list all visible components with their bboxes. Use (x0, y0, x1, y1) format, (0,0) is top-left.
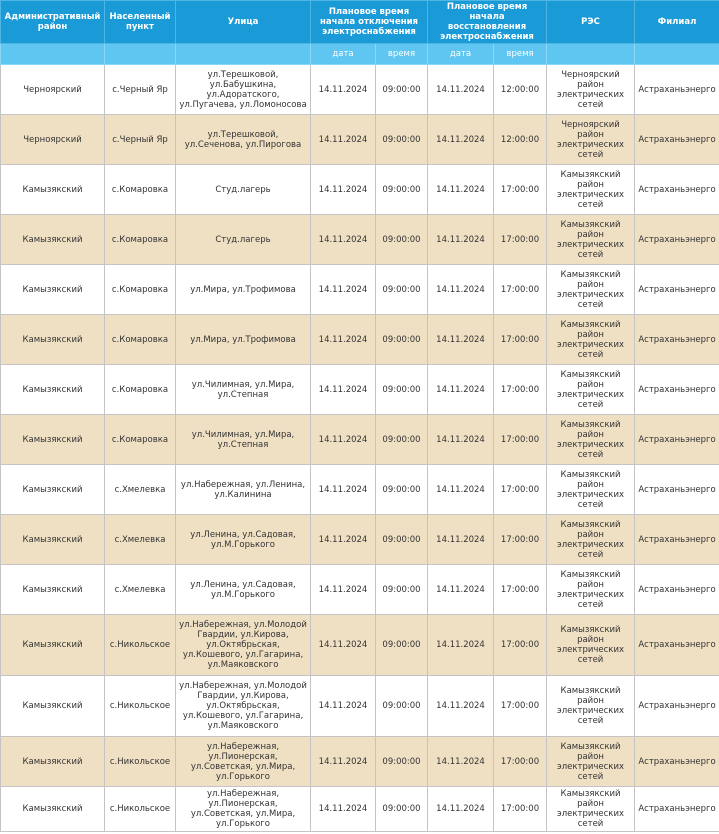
cell-restore-date: 14.11.2024 (428, 565, 494, 615)
cell-start-date: 14.11.2024 (311, 165, 376, 215)
cell-street: ул.Чилимная, ул.Мира, ул.Степная (176, 365, 311, 415)
cell-branch: Астраханьэнерго (635, 465, 719, 515)
cell-branch: Астраханьэнерго (635, 515, 719, 565)
cell-restore-time: 17:00:00 (494, 315, 547, 365)
cell-restore-date: 14.11.2024 (428, 465, 494, 515)
cell-branch: Астраханьэнерго (635, 415, 719, 465)
cell-restore-date: 14.11.2024 (428, 65, 494, 115)
cell-res: Камызякский район электрических сетей (547, 315, 635, 365)
cell-res: Камызякский район электрических сетей (547, 787, 635, 832)
cell-street: ул.Набережная, ул.Пионерская, ул.Советская, ул.Мира, ул.Горького (176, 737, 311, 787)
cell-restore-date: 14.11.2024 (428, 265, 494, 315)
cell-start-date: 14.11.2024 (311, 615, 376, 676)
cell-start-date: 14.11.2024 (311, 737, 376, 787)
cell-restore-date: 14.11.2024 (428, 515, 494, 565)
table-row (1, 315, 719, 365)
cell-start-date: 14.11.2024 (311, 65, 376, 115)
cell-locality: с.Никольское (105, 676, 176, 737)
table-row (1, 65, 719, 115)
cell-district: Камызякский (1, 315, 105, 365)
cell-street: Студ.лагерь (176, 215, 311, 265)
cell-restore-date: 14.11.2024 (428, 737, 494, 787)
cell-start-time: 09:00:00 (376, 565, 428, 615)
cell-restore-date: 14.11.2024 (428, 415, 494, 465)
subheader-start-date: дата (311, 44, 376, 65)
cell-district: Камызякский (1, 565, 105, 615)
cell-street: ул.Мира, ул.Трофимова (176, 315, 311, 365)
header-start: Плановое время начала отключения электроснабжения (311, 1, 428, 44)
cell-district: Камызякский (1, 165, 105, 215)
table-row (1, 115, 719, 165)
cell-start-date: 14.11.2024 (311, 676, 376, 737)
cell-district: Камызякский (1, 415, 105, 465)
cell-start-time: 09:00:00 (376, 365, 428, 415)
cell-restore-time: 17:00:00 (494, 265, 547, 315)
cell-street: ул.Ленина, ул.Садовая, ул.М.Горького (176, 515, 311, 565)
cell-locality: с.Комаровка (105, 265, 176, 315)
cell-restore-date: 14.11.2024 (428, 165, 494, 215)
cell-branch: Астраханьэнерго (635, 265, 719, 315)
header-res: РЭС (547, 1, 635, 44)
cell-restore-time: 17:00:00 (494, 676, 547, 737)
cell-start-date: 14.11.2024 (311, 787, 376, 832)
cell-res: Камызякский район электрических сетей (547, 165, 635, 215)
subheader-empty (547, 44, 635, 65)
cell-locality: с.Никольское (105, 787, 176, 832)
cell-locality: с.Комаровка (105, 315, 176, 365)
cell-street: ул.Терешковой, ул.Сеченова, ул.Пирогова (176, 115, 311, 165)
cell-branch: Астраханьэнерго (635, 315, 719, 365)
cell-res: Камызякский район электрических сетей (547, 265, 635, 315)
cell-start-date: 14.11.2024 (311, 515, 376, 565)
cell-branch: Астраханьэнерго (635, 565, 719, 615)
subheader-restore-time: время (494, 44, 547, 65)
cell-restore-date: 14.11.2024 (428, 676, 494, 737)
cell-res: Камызякский район электрических сетей (547, 215, 635, 265)
cell-restore-time: 12:00:00 (494, 65, 547, 115)
cell-street: ул.Набережная, ул.Молодой Гвардии, ул.Кирова, ул.Октябрьская, ул.Кошевого, ул.Гагарина, ул.Маяковского (176, 676, 311, 737)
table-row (1, 465, 719, 515)
cell-restore-date: 14.11.2024 (428, 315, 494, 365)
cell-district: Камызякский (1, 515, 105, 565)
table-row (1, 215, 719, 265)
header-street: Улица (176, 1, 311, 44)
cell-street: ул.Набережная, ул.Пионерская, ул.Советская, ул.Мира, ул.Горького (176, 787, 311, 832)
cell-start-date: 14.11.2024 (311, 115, 376, 165)
table-row (1, 265, 719, 315)
cell-start-date: 14.11.2024 (311, 365, 376, 415)
cell-restore-time: 17:00:00 (494, 465, 547, 515)
cell-res: Камызякский район электрических сетей (547, 465, 635, 515)
table-row (1, 676, 719, 737)
cell-street: Студ.лагерь (176, 165, 311, 215)
cell-restore-time: 17:00:00 (494, 215, 547, 265)
cell-street: ул.Терешковой, ул.Бабушкина, ул.Адоратского, ул.Пугачева, ул.Ломоносова (176, 65, 311, 115)
cell-start-time: 09:00:00 (376, 615, 428, 676)
cell-branch: Астраханьэнерго (635, 215, 719, 265)
cell-start-time: 09:00:00 (376, 415, 428, 465)
table-row (1, 737, 719, 787)
cell-branch: Астраханьэнерго (635, 165, 719, 215)
cell-branch: Астраханьэнерго (635, 615, 719, 676)
subheader-empty (176, 44, 311, 65)
cell-start-date: 14.11.2024 (311, 465, 376, 515)
table-row (1, 515, 719, 565)
cell-start-time: 09:00:00 (376, 787, 428, 832)
cell-locality: с.Комаровка (105, 215, 176, 265)
table-row (1, 787, 719, 832)
cell-res: Камызякский район электрических сетей (547, 615, 635, 676)
cell-locality: с.Никольское (105, 737, 176, 787)
cell-start-time: 09:00:00 (376, 465, 428, 515)
table-row (1, 415, 719, 465)
cell-district: Камызякский (1, 787, 105, 832)
cell-branch: Астраханьэнерго (635, 676, 719, 737)
cell-start-date: 14.11.2024 (311, 215, 376, 265)
cell-locality: с.Черный Яр (105, 115, 176, 165)
cell-res: Камызякский район электрических сетей (547, 415, 635, 465)
table-header (1, 1, 719, 65)
cell-restore-date: 14.11.2024 (428, 787, 494, 832)
header-district: Административный район (1, 1, 105, 44)
cell-res: Камызякский район электрических сетей (547, 515, 635, 565)
cell-locality: с.Комаровка (105, 415, 176, 465)
cell-start-time: 09:00:00 (376, 737, 428, 787)
cell-res: Черноярский район электрических сетей (547, 65, 635, 115)
table-row (1, 565, 719, 615)
cell-street: ул.Мира, ул.Трофимова (176, 265, 311, 315)
cell-restore-time: 17:00:00 (494, 615, 547, 676)
cell-res: Камызякский район электрических сетей (547, 565, 635, 615)
cell-district: Черноярский (1, 115, 105, 165)
subheader-empty (1, 44, 105, 65)
subheader-empty (635, 44, 719, 65)
cell-start-time: 09:00:00 (376, 515, 428, 565)
cell-street: ул.Набережная, ул.Молодой Гвардии, ул.Кирова, ул.Октябрьская, ул.Кошевого, ул.Гагарина, ул.Маяковского (176, 615, 311, 676)
cell-start-time: 09:00:00 (376, 676, 428, 737)
table-row (1, 615, 719, 676)
table-row (1, 165, 719, 215)
cell-start-date: 14.11.2024 (311, 315, 376, 365)
cell-start-date: 14.11.2024 (311, 415, 376, 465)
cell-start-date: 14.11.2024 (311, 565, 376, 615)
cell-res: Камызякский район электрических сетей (547, 365, 635, 415)
cell-restore-time: 17:00:00 (494, 737, 547, 787)
cell-district: Камызякский (1, 615, 105, 676)
cell-locality: с.Никольское (105, 615, 176, 676)
cell-locality: с.Хмелевка (105, 465, 176, 515)
cell-street: ул.Набережная, ул.Ленина, ул.Калинина (176, 465, 311, 515)
cell-start-time: 09:00:00 (376, 165, 428, 215)
cell-restore-time: 17:00:00 (494, 165, 547, 215)
cell-res: Черноярский район электрических сетей (547, 115, 635, 165)
cell-branch: Астраханьэнерго (635, 737, 719, 787)
cell-restore-time: 17:00:00 (494, 787, 547, 832)
cell-district: Камызякский (1, 265, 105, 315)
cell-res: Камызякский район электрических сетей (547, 737, 635, 787)
header-branch: Филиал (635, 1, 719, 44)
cell-restore-time: 17:00:00 (494, 515, 547, 565)
table-row (1, 365, 719, 415)
cell-start-time: 09:00:00 (376, 115, 428, 165)
cell-restore-date: 14.11.2024 (428, 115, 494, 165)
cell-branch: Астраханьэнерго (635, 365, 719, 415)
cell-locality: с.Комаровка (105, 365, 176, 415)
cell-district: Черноярский (1, 65, 105, 115)
cell-branch: Астраханьэнерго (635, 787, 719, 832)
cell-locality: с.Хмелевка (105, 565, 176, 615)
header-restore: Плановое время начала восстановления электроснабжения (428, 1, 547, 44)
cell-restore-time: 17:00:00 (494, 565, 547, 615)
cell-locality: с.Комаровка (105, 165, 176, 215)
cell-restore-date: 14.11.2024 (428, 215, 494, 265)
cell-start-date: 14.11.2024 (311, 265, 376, 315)
cell-street: ул.Ленина, ул.Садовая, ул.М.Горького (176, 565, 311, 615)
cell-district: Камызякский (1, 465, 105, 515)
cell-start-time: 09:00:00 (376, 65, 428, 115)
cell-restore-time: 12:00:00 (494, 115, 547, 165)
cell-start-time: 09:00:00 (376, 315, 428, 365)
cell-res: Камызякский район электрических сетей (547, 676, 635, 737)
cell-district: Камызякский (1, 365, 105, 415)
cell-restore-time: 17:00:00 (494, 365, 547, 415)
cell-district: Камызякский (1, 215, 105, 265)
cell-district: Камызякский (1, 676, 105, 737)
cell-locality: с.Хмелевка (105, 515, 176, 565)
table-body (1, 65, 719, 832)
subheader-empty (105, 44, 176, 65)
cell-locality: с.Черный Яр (105, 65, 176, 115)
subheader-restore-date: дата (428, 44, 494, 65)
cell-start-time: 09:00:00 (376, 215, 428, 265)
header-locality: Населенный пункт (105, 1, 176, 44)
subheader-start-time: время (376, 44, 428, 65)
cell-branch: Астраханьэнерго (635, 115, 719, 165)
cell-branch: Астраханьэнерго (635, 65, 719, 115)
cell-restore-date: 14.11.2024 (428, 615, 494, 676)
cell-start-time: 09:00:00 (376, 265, 428, 315)
cell-district: Камызякский (1, 737, 105, 787)
cell-restore-time: 17:00:00 (494, 415, 547, 465)
cell-restore-date: 14.11.2024 (428, 365, 494, 415)
cell-street: ул.Чилимная, ул.Мира, ул.Степная (176, 415, 311, 465)
